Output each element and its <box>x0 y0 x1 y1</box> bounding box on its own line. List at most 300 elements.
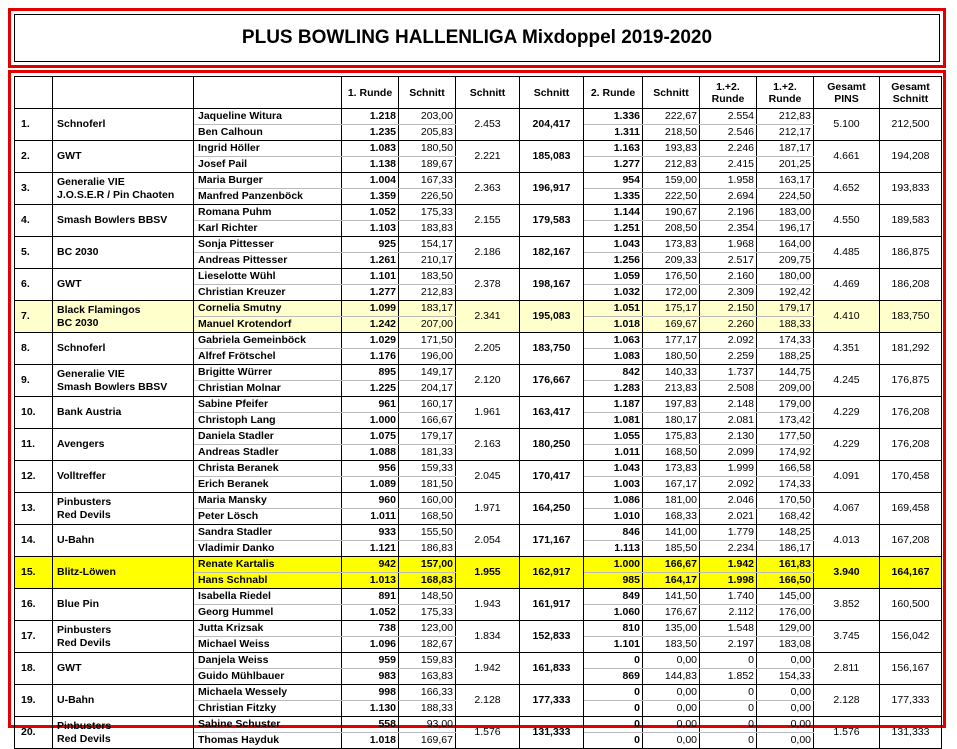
round12-schnitt: 209,00 <box>757 381 814 397</box>
round12-pins: 0 <box>700 733 757 749</box>
team-schnitt-pins: 2.341 <box>456 301 520 333</box>
round12-pins: 1.779 <box>700 525 757 541</box>
team-schnitt-avg: 195,083 <box>520 301 584 333</box>
header-row <box>15 77 942 109</box>
round12-pins: 2.099 <box>700 445 757 461</box>
player-name: Sabine Pfeifer <box>194 397 342 413</box>
team-schnitt-avg: 177,333 <box>520 685 584 717</box>
team-schnitt-pins: 2.163 <box>456 429 520 461</box>
team-name: BC 2030 <box>57 246 99 258</box>
rank-cell: 20. <box>15 717 53 749</box>
round12-pins: 2.694 <box>700 189 757 205</box>
round2-pins: 1.043 <box>584 461 643 477</box>
round12-pins: 1.942 <box>700 557 757 573</box>
table-row <box>15 589 942 605</box>
table-row <box>15 237 942 253</box>
table-row <box>15 141 942 157</box>
gesamt-schnitt: 169,458 <box>880 493 942 525</box>
round1-schnitt: 168,83 <box>399 573 456 589</box>
team-name: Smash Bowlers BBSV <box>57 214 168 226</box>
round2-pins: 842 <box>584 365 643 381</box>
title-frame <box>8 8 946 68</box>
round12-schnitt: 176,00 <box>757 605 814 621</box>
gesamt-schnitt: 183,750 <box>880 301 942 333</box>
rank-cell: 9. <box>15 365 53 397</box>
round12-pins: 2.197 <box>700 637 757 653</box>
team-schnitt-avg: 204,417 <box>520 109 584 141</box>
gesamt-pins: 4.091 <box>814 461 880 493</box>
round2-schnitt: 193,83 <box>643 141 700 157</box>
team-name: Avengers <box>57 438 105 450</box>
gesamt-schnitt: 193,833 <box>880 173 942 205</box>
round1-pins: 1.052 <box>342 605 399 621</box>
results-frame <box>8 70 946 746</box>
round12-pins: 1.737 <box>700 365 757 381</box>
team-cell <box>53 237 194 269</box>
gesamt-schnitt: 176,208 <box>880 397 942 429</box>
player-name: Sabine Schuster <box>194 717 342 733</box>
round2-pins: 0 <box>584 685 643 701</box>
round2-pins: 1.283 <box>584 381 643 397</box>
round12-pins: 2.234 <box>700 541 757 557</box>
team-schnitt-avg: 183,750 <box>520 333 584 365</box>
gesamt-schnitt: 156,042 <box>880 621 942 653</box>
player-name: Christian Kreuzer <box>194 285 342 301</box>
gesamt-pins: 4.652 <box>814 173 880 205</box>
round1-schnitt: 226,50 <box>399 189 456 205</box>
round12-pins: 2.150 <box>700 301 757 317</box>
table-row <box>15 269 942 285</box>
round2-schnitt: 140,33 <box>643 365 700 381</box>
round1-schnitt: 166,33 <box>399 685 456 701</box>
player-name: Maria Burger <box>194 173 342 189</box>
player-name: Andreas Pittesser <box>194 253 342 269</box>
round1-schnitt: 167,33 <box>399 173 456 189</box>
round1-schnitt: 183,17 <box>399 301 456 317</box>
round1-pins: 558 <box>342 717 399 733</box>
round12-pins: 2.260 <box>700 317 757 333</box>
team-name: Schnoferl <box>57 118 106 130</box>
team-cell <box>53 141 194 173</box>
team-schnitt-avg: 161,833 <box>520 653 584 685</box>
team-schnitt-avg: 196,917 <box>520 173 584 205</box>
gesamt-pins: 4.351 <box>814 333 880 365</box>
round2-schnitt: 141,50 <box>643 589 700 605</box>
team-name: U-Bahn <box>57 694 95 706</box>
player-name: Isabella Riedel <box>194 589 342 605</box>
round12-schnitt: 164,00 <box>757 237 814 253</box>
team-name: Black Flamingos <box>57 303 141 316</box>
round12-pins: 2.021 <box>700 509 757 525</box>
round2-schnitt: 180,50 <box>643 349 700 365</box>
table-row <box>15 525 942 541</box>
round12-schnitt: 192,42 <box>757 285 814 301</box>
rank-cell: 16. <box>15 589 53 621</box>
team-schnitt-avg: 152,833 <box>520 621 584 653</box>
rank-cell: 19. <box>15 685 53 717</box>
team-schnitt-pins: 2.363 <box>456 173 520 205</box>
team-name: GWT <box>57 278 82 290</box>
round12-schnitt: 166,58 <box>757 461 814 477</box>
round12-schnitt: 196,17 <box>757 221 814 237</box>
round12-schnitt: 174,33 <box>757 333 814 349</box>
header-player <box>194 77 342 109</box>
gesamt-pins: 4.469 <box>814 269 880 301</box>
team-schnitt-avg: 163,417 <box>520 397 584 429</box>
round1-pins: 1.011 <box>342 509 399 525</box>
round12-schnitt: 212,83 <box>757 109 814 125</box>
table-row <box>15 621 942 637</box>
header-rank <box>15 77 53 109</box>
table-row <box>15 397 942 413</box>
round2-schnitt: 175,83 <box>643 429 700 445</box>
round12-schnitt: 166,50 <box>757 573 814 589</box>
team-schnitt-avg: 180,250 <box>520 429 584 461</box>
round2-schnitt: 222,67 <box>643 109 700 125</box>
round12-schnitt: 144,75 <box>757 365 814 381</box>
round2-pins: 1.083 <box>584 349 643 365</box>
team-name: Bank Austria <box>57 406 122 418</box>
round12-pins: 1.740 <box>700 589 757 605</box>
table-row <box>15 653 942 669</box>
player-name: Jutta Krizsak <box>194 621 342 637</box>
team-schnitt-pins: 2.045 <box>456 461 520 493</box>
round2-pins: 0 <box>584 653 643 669</box>
player-name: Erich Beranek <box>194 477 342 493</box>
round1-pins: 1.242 <box>342 317 399 333</box>
player-name: Christa Beranek <box>194 461 342 477</box>
team-schnitt-avg: 198,167 <box>520 269 584 301</box>
player-name: Ingrid Höller <box>194 141 342 157</box>
round2-pins: 1.011 <box>584 445 643 461</box>
round1-pins: 1.218 <box>342 109 399 125</box>
gesamt-schnitt: 164,167 <box>880 557 942 589</box>
team-name-secondary: J.O.S.E.R / Pin Chaoten <box>57 188 175 201</box>
gesamt-pins: 3.852 <box>814 589 880 621</box>
round12-pins: 2.081 <box>700 413 757 429</box>
team-name-secondary: Red Devils <box>57 732 111 745</box>
player-name: Manfred Panzenböck <box>194 189 342 205</box>
header-round1: 1. Runde <box>342 77 399 109</box>
player-name: Renate Kartalis <box>194 557 342 573</box>
team-cell <box>53 397 194 429</box>
gesamt-schnitt: 176,875 <box>880 365 942 397</box>
round1-pins: 1.013 <box>342 573 399 589</box>
round1-pins: 998 <box>342 685 399 701</box>
round1-schnitt: 180,50 <box>399 141 456 157</box>
team-cell <box>53 365 194 397</box>
table-row <box>15 429 942 445</box>
round1-schnitt: 171,50 <box>399 333 456 349</box>
gesamt-pins: 4.013 <box>814 525 880 557</box>
player-name: Sonja Pittesser <box>194 237 342 253</box>
gesamt-schnitt: 194,208 <box>880 141 942 173</box>
round2-schnitt: 222,50 <box>643 189 700 205</box>
team-schnitt-pins: 2.128 <box>456 685 520 717</box>
round1-schnitt: 160,00 <box>399 493 456 509</box>
player-name: Romana Puhm <box>194 205 342 221</box>
round2-schnitt: 0,00 <box>643 653 700 669</box>
round12-pins: 2.092 <box>700 333 757 349</box>
team-schnitt-avg: 131,333 <box>520 717 584 749</box>
round1-schnitt: 168,50 <box>399 509 456 525</box>
round12-schnitt: 161,83 <box>757 557 814 573</box>
round1-pins: 983 <box>342 669 399 685</box>
table-row <box>15 493 942 509</box>
team-cell <box>53 333 194 365</box>
team-name: Pinbusters <box>57 495 112 508</box>
player-name: Gabriela Gemeinböck <box>194 333 342 349</box>
round2-pins: 869 <box>584 669 643 685</box>
team-name: Generalie VIE <box>57 175 125 188</box>
round1-schnitt: 166,67 <box>399 413 456 429</box>
team-schnitt-avg: 170,417 <box>520 461 584 493</box>
gesamt-schnitt: 176,208 <box>880 429 942 461</box>
header-gesamt-pins: Gesamt PINS <box>814 77 880 109</box>
team-name: Volltreffer <box>57 470 106 482</box>
rank-cell: 11. <box>15 429 53 461</box>
round2-schnitt: 166,67 <box>643 557 700 573</box>
gesamt-schnitt: 170,458 <box>880 461 942 493</box>
gesamt-pins: 1.576 <box>814 717 880 749</box>
team-cell <box>53 205 194 237</box>
round2-pins: 1.010 <box>584 509 643 525</box>
round2-schnitt: 212,83 <box>643 157 700 173</box>
table-row <box>15 461 942 477</box>
round1-schnitt: 183,50 <box>399 269 456 285</box>
team-name: GWT <box>57 150 82 162</box>
round2-schnitt: 169,67 <box>643 317 700 333</box>
round2-schnitt: 208,50 <box>643 221 700 237</box>
header-team <box>53 77 194 109</box>
round12-pins: 2.092 <box>700 477 757 493</box>
round2-schnitt: 176,50 <box>643 269 700 285</box>
round2-schnitt: 173,83 <box>643 461 700 477</box>
round12-pins: 2.246 <box>700 141 757 157</box>
round2-pins: 0 <box>584 701 643 717</box>
round12-pins: 2.554 <box>700 109 757 125</box>
round2-pins: 849 <box>584 589 643 605</box>
round1-pins: 1.029 <box>342 333 399 349</box>
round2-pins: 1.144 <box>584 205 643 221</box>
round1-schnitt: 212,83 <box>399 285 456 301</box>
team-schnitt-pins: 1.942 <box>456 653 520 685</box>
round12-pins: 2.046 <box>700 493 757 509</box>
round2-schnitt: 183,50 <box>643 637 700 653</box>
round1-schnitt: 210,17 <box>399 253 456 269</box>
round1-schnitt: 204,17 <box>399 381 456 397</box>
team-name: Pinbusters <box>57 623 112 636</box>
player-name: Christian Molnar <box>194 381 342 397</box>
header-schnitt2: Schnitt <box>456 77 520 109</box>
team-cell <box>53 301 194 333</box>
team-schnitt-pins: 1.576 <box>456 717 520 749</box>
round2-pins: 1.277 <box>584 157 643 173</box>
round2-pins: 1.311 <box>584 125 643 141</box>
team-schnitt-pins: 2.054 <box>456 525 520 557</box>
round12-schnitt: 212,17 <box>757 125 814 141</box>
player-name: Thomas Hayduk <box>194 733 342 749</box>
team-cell <box>53 461 194 493</box>
round2-schnitt: 173,83 <box>643 237 700 253</box>
round12-pins: 1.998 <box>700 573 757 589</box>
player-name: Karl Richter <box>194 221 342 237</box>
player-name: Lieselotte Wühl <box>194 269 342 285</box>
round1-pins: 1.088 <box>342 445 399 461</box>
team-schnitt-pins: 2.155 <box>456 205 520 237</box>
round2-schnitt: 180,17 <box>643 413 700 429</box>
round12-schnitt: 187,17 <box>757 141 814 157</box>
team-name-secondary: Smash Bowlers BBSV <box>57 380 168 393</box>
results-table <box>14 76 942 749</box>
rank-cell: 7. <box>15 301 53 333</box>
round1-schnitt: 196,00 <box>399 349 456 365</box>
round2-schnitt: 172,00 <box>643 285 700 301</box>
round1-pins: 1.075 <box>342 429 399 445</box>
round1-schnitt: 159,83 <box>399 653 456 669</box>
round1-schnitt: 203,00 <box>399 109 456 125</box>
round1-schnitt: 189,67 <box>399 157 456 173</box>
results-body <box>15 109 942 749</box>
gesamt-pins: 4.661 <box>814 141 880 173</box>
round12-schnitt: 0,00 <box>757 733 814 749</box>
round2-pins: 1.060 <box>584 605 643 621</box>
round2-schnitt: 175,17 <box>643 301 700 317</box>
player-name: Danjela Weiss <box>194 653 342 669</box>
round1-pins: 1.176 <box>342 349 399 365</box>
round2-schnitt: 144,83 <box>643 669 700 685</box>
player-name: Georg Hummel <box>194 605 342 621</box>
table-row <box>15 205 942 221</box>
round2-pins: 1.018 <box>584 317 643 333</box>
round2-pins: 1.063 <box>584 333 643 349</box>
gesamt-schnitt: 156,167 <box>880 653 942 685</box>
round1-pins: 1.052 <box>342 205 399 221</box>
team-cell <box>53 557 194 589</box>
player-name: Ben Calhoun <box>194 125 342 141</box>
round1-schnitt: 149,17 <box>399 365 456 381</box>
team-name: U-Bahn <box>57 534 95 546</box>
round1-schnitt: 163,83 <box>399 669 456 685</box>
team-schnitt-avg: 171,167 <box>520 525 584 557</box>
gesamt-schnitt: 131,333 <box>880 717 942 749</box>
round1-pins: 1.277 <box>342 285 399 301</box>
round1-pins: 942 <box>342 557 399 573</box>
team-cell <box>53 109 194 141</box>
round12-schnitt: 0,00 <box>757 717 814 733</box>
team-schnitt-pins: 2.378 <box>456 269 520 301</box>
round12-schnitt: 179,00 <box>757 397 814 413</box>
round1-pins: 1.018 <box>342 733 399 749</box>
round12-schnitt: 201,25 <box>757 157 814 173</box>
round2-schnitt: 181,00 <box>643 493 700 509</box>
round2-pins: 1.003 <box>584 477 643 493</box>
round1-schnitt: 175,33 <box>399 205 456 221</box>
round12-schnitt: 173,42 <box>757 413 814 429</box>
round1-schnitt: 182,67 <box>399 637 456 653</box>
player-name: Christian Fitzky <box>194 701 342 717</box>
team-cell <box>53 429 194 461</box>
rank-cell: 13. <box>15 493 53 525</box>
team-schnitt-pins: 2.221 <box>456 141 520 173</box>
gesamt-pins: 4.229 <box>814 397 880 429</box>
round12-schnitt: 174,92 <box>757 445 814 461</box>
player-name: Christoph Lang <box>194 413 342 429</box>
round1-schnitt: 157,00 <box>399 557 456 573</box>
round12-schnitt: 129,00 <box>757 621 814 637</box>
round12-schnitt: 177,50 <box>757 429 814 445</box>
gesamt-pins: 2.811 <box>814 653 880 685</box>
round12-pins: 2.160 <box>700 269 757 285</box>
rank-cell: 18. <box>15 653 53 685</box>
team-name: Blue Pin <box>57 598 100 610</box>
player-name: Josef Pail <box>194 157 342 173</box>
round12-pins: 1.548 <box>700 621 757 637</box>
rank-cell: 17. <box>15 621 53 653</box>
round12-schnitt: 179,17 <box>757 301 814 317</box>
round2-schnitt: 167,17 <box>643 477 700 493</box>
round12-pins: 0 <box>700 653 757 669</box>
gesamt-pins: 5.100 <box>814 109 880 141</box>
round1-pins: 891 <box>342 589 399 605</box>
round2-schnitt: 177,17 <box>643 333 700 349</box>
player-name: Vladimir Danko <box>194 541 342 557</box>
round1-pins: 1.138 <box>342 157 399 173</box>
round12-schnitt: 224,50 <box>757 189 814 205</box>
page-title: PLUS BOWLING HALLENLIGA Mixdoppel 2019-2020 <box>14 14 940 62</box>
round1-pins: 1.130 <box>342 701 399 717</box>
round1-pins: 895 <box>342 365 399 381</box>
round12-pins: 2.546 <box>700 125 757 141</box>
team-cell <box>53 589 194 621</box>
gesamt-schnitt: 181,292 <box>880 333 942 365</box>
round2-pins: 1.081 <box>584 413 643 429</box>
round12-pins: 2.415 <box>700 157 757 173</box>
round12-pins: 2.508 <box>700 381 757 397</box>
round2-schnitt: 185,50 <box>643 541 700 557</box>
round12-schnitt: 0,00 <box>757 653 814 669</box>
round1-pins: 1.103 <box>342 221 399 237</box>
round2-schnitt: 176,67 <box>643 605 700 621</box>
round12-schnitt: 183,08 <box>757 637 814 653</box>
round12-pins: 2.517 <box>700 253 757 269</box>
header-round2: 2. Runde <box>584 77 643 109</box>
header-schnitt3: Schnitt <box>520 77 584 109</box>
table-row <box>15 301 942 317</box>
header-round12-pins: 1.+2. Runde <box>700 77 757 109</box>
round2-pins: 985 <box>584 573 643 589</box>
round2-schnitt: 0,00 <box>643 685 700 701</box>
round2-schnitt: 159,00 <box>643 173 700 189</box>
round12-schnitt: 188,25 <box>757 349 814 365</box>
round1-schnitt: 93,00 <box>399 717 456 733</box>
table-row <box>15 109 942 125</box>
round12-pins: 1.958 <box>700 173 757 189</box>
round2-pins: 810 <box>584 621 643 637</box>
gesamt-pins: 4.067 <box>814 493 880 525</box>
rank-cell: 5. <box>15 237 53 269</box>
round2-schnitt: 190,67 <box>643 205 700 221</box>
round2-pins: 1.256 <box>584 253 643 269</box>
round1-pins: 1.083 <box>342 141 399 157</box>
player-name: Hans Schnabl <box>194 573 342 589</box>
gesamt-schnitt: 160,500 <box>880 589 942 621</box>
rank-cell: 15. <box>15 557 53 589</box>
round1-pins: 1.235 <box>342 125 399 141</box>
round12-pins: 2.130 <box>700 429 757 445</box>
round1-pins: 1.099 <box>342 301 399 317</box>
round2-pins: 846 <box>584 525 643 541</box>
